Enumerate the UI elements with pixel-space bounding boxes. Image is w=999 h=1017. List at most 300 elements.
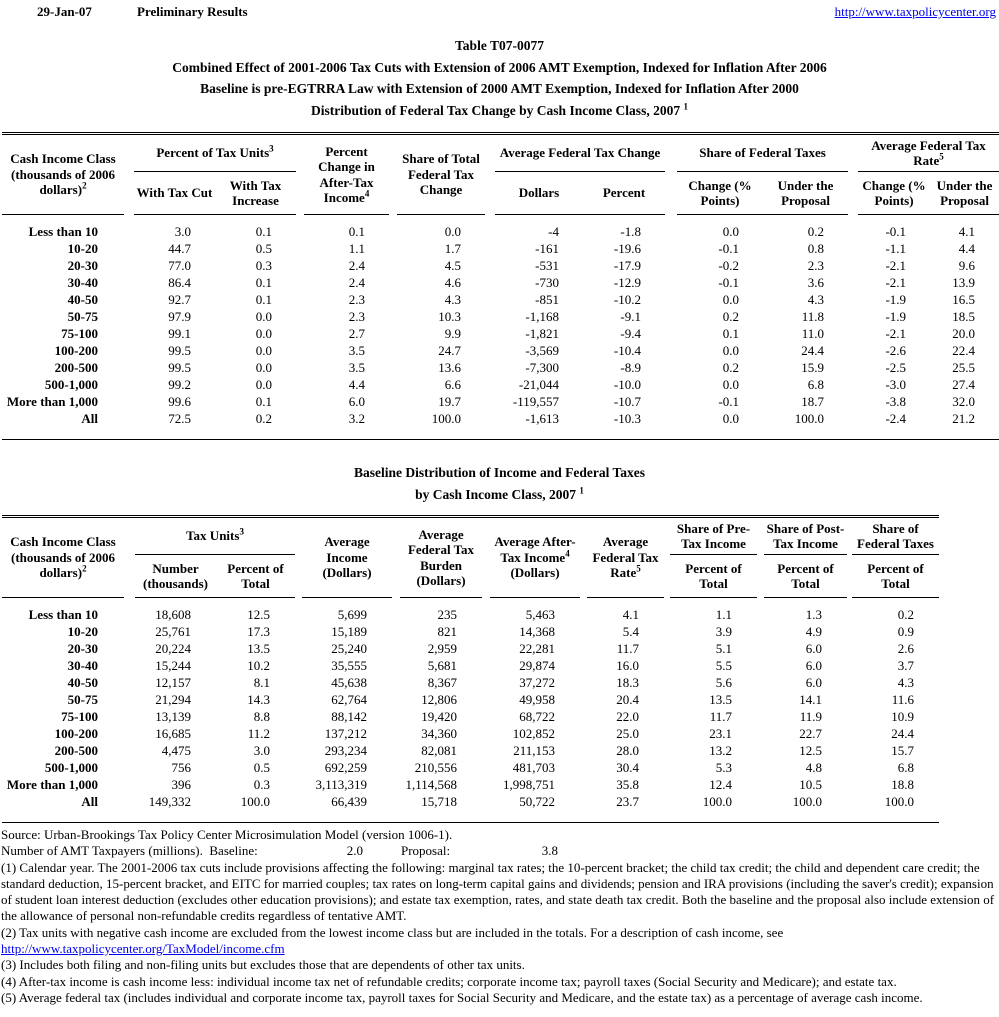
footnote-ref: 5 bbox=[939, 151, 944, 162]
column-spacer bbox=[665, 257, 677, 274]
data-cell: -2.1 bbox=[885, 258, 907, 273]
data-cell: -0.1 bbox=[718, 275, 740, 290]
row-label: 200-500 bbox=[54, 360, 98, 375]
column-spacer bbox=[392, 657, 400, 674]
column-spacer bbox=[389, 376, 397, 393]
data-cell: -2.6 bbox=[885, 343, 907, 358]
table-row bbox=[2, 342, 999, 359]
data-cell: 24.4 bbox=[891, 726, 915, 741]
column-spacer bbox=[296, 359, 304, 376]
data-cell: 8.1 bbox=[253, 675, 271, 690]
data-cell: 22.4 bbox=[952, 343, 976, 358]
data-cell: -21,044 bbox=[518, 377, 560, 392]
data-cell: -531 bbox=[535, 258, 560, 273]
data-cell: 13.5 bbox=[709, 692, 733, 707]
table-row bbox=[2, 640, 939, 657]
column-spacer bbox=[485, 240, 495, 257]
data-cell: 4.3 bbox=[807, 292, 825, 307]
column-spacer bbox=[124, 742, 135, 759]
column-spacer bbox=[392, 640, 400, 657]
column-spacer bbox=[389, 308, 397, 325]
footnotes-section bbox=[1, 827, 998, 1006]
data-cell: 16.0 bbox=[616, 658, 640, 673]
col-header-with-tax-cut: With Tax Cut bbox=[134, 172, 215, 215]
row-label: All bbox=[81, 794, 98, 809]
column-spacer bbox=[389, 257, 397, 274]
amt-taxpayers-line bbox=[1, 843, 998, 859]
column-spacer bbox=[485, 342, 495, 359]
data-cell: 0.0 bbox=[255, 343, 273, 358]
data-cell: 23.1 bbox=[709, 726, 733, 741]
data-cell: 4,475 bbox=[161, 743, 191, 758]
table-row bbox=[2, 776, 939, 793]
data-cell: -851 bbox=[535, 292, 560, 307]
table-row bbox=[2, 308, 999, 325]
data-cell: -730 bbox=[535, 275, 560, 290]
data-cell: 0.2 bbox=[722, 360, 740, 375]
row-label: 40-50 bbox=[67, 675, 98, 690]
data-cell: 3.9 bbox=[715, 624, 733, 639]
data-cell: -17.9 bbox=[613, 258, 642, 273]
income-definition-link[interactable]: http://www.taxpolicycenter.org/TaxModel/income.cfm bbox=[1, 941, 285, 957]
column-spacer bbox=[482, 598, 490, 624]
data-cell: 18.5 bbox=[952, 309, 976, 324]
data-cell: 99.5 bbox=[168, 343, 191, 358]
col-header-percent-of-total: Percent of Total bbox=[852, 555, 939, 598]
table-row bbox=[2, 759, 939, 776]
row-label: 30-40 bbox=[67, 275, 98, 290]
column-spacer bbox=[848, 215, 858, 241]
column-spacer bbox=[757, 759, 764, 776]
column-spacer bbox=[124, 708, 135, 725]
column-spacer bbox=[485, 308, 495, 325]
column-spacer bbox=[124, 776, 135, 793]
data-cell: 100.0 bbox=[702, 794, 733, 809]
table-row bbox=[2, 393, 999, 410]
column-spacer bbox=[848, 325, 858, 342]
data-cell: 18,608 bbox=[155, 607, 191, 622]
data-cell: 4.3 bbox=[444, 292, 462, 307]
data-cell: 10.2 bbox=[247, 658, 271, 673]
data-cell: -8.9 bbox=[620, 360, 642, 375]
column-spacer bbox=[296, 376, 304, 393]
column-spacer bbox=[392, 517, 400, 598]
data-cell: 211,153 bbox=[513, 743, 556, 758]
data-cell: -1.9 bbox=[885, 309, 907, 324]
data-cell: 16,685 bbox=[155, 726, 191, 741]
column-spacer bbox=[665, 308, 677, 325]
data-cell: -10.0 bbox=[613, 377, 642, 392]
column-spacer bbox=[665, 291, 677, 308]
column-spacer bbox=[124, 274, 134, 291]
footnote-ref: 1 bbox=[683, 101, 688, 111]
data-cell: -2.5 bbox=[885, 360, 907, 375]
data-cell: 0.2 bbox=[722, 309, 740, 324]
data-cell: 88,142 bbox=[331, 709, 368, 724]
data-cell: 86.4 bbox=[168, 275, 191, 290]
column-spacer bbox=[482, 691, 490, 708]
data-cell: 0.0 bbox=[255, 360, 273, 375]
col-header-average-federal-tax-rate: Average Federal Tax Rate$^5$ bbox=[587, 517, 664, 598]
column-spacer bbox=[580, 623, 587, 640]
data-cell: 29,874 bbox=[519, 658, 556, 673]
col-header-cash-income-class: Cash Income Class (thousands of 2006 dollars)$^2$ bbox=[2, 134, 124, 215]
data-cell: 0.0 bbox=[255, 309, 273, 324]
column-spacer bbox=[389, 393, 397, 410]
column-spacer bbox=[848, 308, 858, 325]
data-cell: 0.3 bbox=[255, 258, 273, 273]
data-cell: 0.0 bbox=[722, 411, 740, 426]
data-cell: 0.0 bbox=[444, 224, 462, 239]
column-spacer bbox=[482, 674, 490, 691]
col-header-average-income: Average Income (Dollars) bbox=[302, 517, 392, 598]
data-cell: -10.2 bbox=[613, 292, 642, 307]
column-spacer bbox=[848, 393, 858, 410]
data-cell: 3.0 bbox=[253, 743, 271, 758]
col-header-percent-of-total: Percent of Total bbox=[216, 555, 295, 598]
data-cell: -12.9 bbox=[613, 275, 642, 290]
data-cell: 14.3 bbox=[247, 692, 271, 707]
column-spacer bbox=[389, 240, 397, 257]
data-cell: 49,958 bbox=[519, 692, 556, 707]
data-cell: 66,439 bbox=[331, 794, 368, 809]
group-header-average-federal-tax-rate: Average Federal Tax Rate$^5$ bbox=[858, 134, 999, 172]
data-cell: 6.8 bbox=[897, 760, 915, 775]
amt-baseline-value: 2.0 bbox=[346, 843, 363, 859]
site-link[interactable]: http://www.taxpolicycenter.org bbox=[834, 4, 996, 19]
data-cell: -119,557 bbox=[512, 394, 560, 409]
tax-change-table bbox=[2, 132, 999, 440]
column-spacer bbox=[124, 657, 135, 674]
column-spacer bbox=[757, 517, 764, 598]
data-cell: 137,212 bbox=[324, 726, 368, 741]
data-cell: 37,272 bbox=[519, 675, 556, 690]
data-cell: 45,638 bbox=[331, 675, 368, 690]
column-spacer bbox=[392, 725, 400, 742]
data-cell: 8,367 bbox=[427, 675, 458, 690]
data-cell: -9.1 bbox=[620, 309, 642, 324]
data-cell: 3.0 bbox=[174, 224, 191, 239]
data-cell: 100.0 bbox=[431, 411, 462, 426]
column-spacer bbox=[124, 623, 135, 640]
data-cell: 0.0 bbox=[722, 224, 740, 239]
report-date: 29-Jan-07 bbox=[37, 4, 92, 19]
data-cell: 15,718 bbox=[421, 794, 458, 809]
data-cell: 2.3 bbox=[807, 258, 825, 273]
column-spacer bbox=[295, 742, 302, 759]
column-spacer bbox=[757, 708, 764, 725]
data-cell: 22.0 bbox=[616, 709, 640, 724]
data-cell: 0.5 bbox=[253, 760, 271, 775]
column-spacer bbox=[295, 725, 302, 742]
footnote-ref: 2 bbox=[82, 180, 87, 191]
data-cell: 9.9 bbox=[444, 326, 462, 341]
table-row bbox=[2, 215, 999, 241]
data-cell: 0.0 bbox=[722, 292, 740, 307]
data-cell: 5,681 bbox=[427, 658, 458, 673]
footnote-ref: 1 bbox=[579, 485, 584, 495]
data-cell: 2.7 bbox=[348, 326, 366, 341]
column-spacer bbox=[124, 410, 134, 440]
table-row bbox=[2, 674, 939, 691]
data-cell: 0.5 bbox=[255, 241, 273, 256]
data-cell: 0.1 bbox=[255, 224, 273, 239]
column-spacer bbox=[295, 759, 302, 776]
data-cell: -7,300 bbox=[525, 360, 560, 375]
col-header-change-points: Change (% Points) bbox=[677, 172, 763, 215]
column-spacer bbox=[757, 640, 764, 657]
data-cell: 17.3 bbox=[247, 624, 271, 639]
data-cell: 25,761 bbox=[155, 624, 191, 639]
data-cell: 6.0 bbox=[348, 394, 366, 409]
data-cell: 692,259 bbox=[324, 760, 368, 775]
row-label: More than 1,000 bbox=[6, 394, 98, 409]
group-header-average-federal-tax-change: Average Federal Tax Change bbox=[495, 134, 665, 172]
data-cell: 821 bbox=[437, 624, 458, 639]
row-label: 20-30 bbox=[67, 258, 98, 273]
group-header-percent-of-tax-units: Percent of Tax Units$^3$ bbox=[134, 134, 296, 172]
data-cell: 10.3 bbox=[438, 309, 462, 324]
data-cell: 8.8 bbox=[253, 709, 271, 724]
data-cell: 0.1 bbox=[255, 292, 273, 307]
data-cell: 14,368 bbox=[519, 624, 556, 639]
column-spacer bbox=[392, 776, 400, 793]
column-spacer bbox=[124, 134, 134, 215]
row-label: More than 1,000 bbox=[6, 777, 98, 792]
column-spacer bbox=[665, 215, 677, 241]
data-cell: 4.8 bbox=[805, 760, 823, 775]
data-cell: 100.0 bbox=[794, 411, 825, 426]
column-spacer bbox=[392, 623, 400, 640]
data-cell: 92.7 bbox=[168, 292, 191, 307]
data-cell: 12.5 bbox=[799, 743, 823, 758]
data-cell: 2.4 bbox=[348, 258, 366, 273]
column-spacer bbox=[389, 410, 397, 440]
col-header-percent-of-total: Percent of Total bbox=[764, 555, 847, 598]
column-spacer bbox=[757, 598, 764, 624]
data-cell: 44.7 bbox=[168, 241, 191, 256]
row-label: 10-20 bbox=[67, 241, 98, 256]
data-cell: 293,234 bbox=[324, 743, 368, 758]
column-spacer bbox=[665, 240, 677, 257]
data-cell: 0.2 bbox=[255, 411, 273, 426]
footnote-ref: 3 bbox=[239, 526, 244, 537]
baseline-table-title bbox=[1, 462, 998, 505]
data-cell: 35.8 bbox=[616, 777, 640, 792]
column-spacer bbox=[580, 793, 587, 823]
baseline-title-line-1: Baseline Distribution of Income and Federal Taxes bbox=[353, 465, 645, 480]
data-cell: 0.8 bbox=[807, 241, 825, 256]
data-cell: -10.4 bbox=[613, 343, 642, 358]
column-spacer bbox=[296, 240, 304, 257]
row-label: Less than 10 bbox=[28, 607, 98, 622]
data-cell: 13.6 bbox=[438, 360, 462, 375]
column-spacer bbox=[295, 598, 302, 624]
column-spacer bbox=[848, 410, 858, 440]
column-spacer bbox=[485, 257, 495, 274]
row-label: 75-100 bbox=[61, 326, 98, 341]
column-spacer bbox=[848, 274, 858, 291]
column-spacer bbox=[124, 291, 134, 308]
data-cell: 13.5 bbox=[247, 641, 271, 656]
column-spacer bbox=[389, 134, 397, 215]
data-cell: 4.4 bbox=[958, 241, 976, 256]
column-spacer bbox=[296, 308, 304, 325]
column-spacer bbox=[389, 215, 397, 241]
data-cell: 1.7 bbox=[444, 241, 462, 256]
data-cell: -9.4 bbox=[620, 326, 642, 341]
column-spacer bbox=[485, 376, 495, 393]
column-spacer bbox=[485, 325, 495, 342]
data-cell: 10.5 bbox=[799, 777, 823, 792]
column-spacer bbox=[848, 257, 858, 274]
column-spacer bbox=[848, 240, 858, 257]
data-cell: 0.1 bbox=[348, 224, 366, 239]
table-row bbox=[2, 274, 999, 291]
column-spacer bbox=[295, 517, 302, 598]
data-cell: 19.7 bbox=[438, 394, 462, 409]
row-label: 40-50 bbox=[67, 292, 98, 307]
data-cell: 22,281 bbox=[519, 641, 556, 656]
footnote-1: (1) Calendar year. The 2001-2006 tax cuts include provisions affecting the following: marginal tax rates; the 10-percent bracket; the child tax credit; the child and dependent care credit; the standard deduction, 15-percent bracket, and EITC for married couples; tax rates on long-term capital gains and dividends; pension and IRA provisions (including the saver's credit); expansion of student loan interest deduction (excludes other education provisions); and estate tax exemption, rates, and state death tax credit. Both the baseline and the proposal also include extension of the allowance of personal non-refundable credits regardless of tentative AMT. bbox=[1, 859, 995, 924]
data-cell: 20.0 bbox=[952, 326, 976, 341]
data-cell: 0.2 bbox=[897, 607, 915, 622]
data-cell: 20.4 bbox=[616, 692, 640, 707]
data-cell: 50,722 bbox=[519, 794, 556, 809]
data-cell: 2.3 bbox=[348, 309, 366, 324]
column-spacer bbox=[485, 274, 495, 291]
top-bar bbox=[1, 4, 998, 21]
data-cell: 2.4 bbox=[348, 275, 366, 290]
data-cell: 5.5 bbox=[715, 658, 733, 673]
table-row bbox=[2, 657, 939, 674]
column-spacer bbox=[392, 691, 400, 708]
column-spacer bbox=[848, 376, 858, 393]
data-cell: 1,114,568 bbox=[405, 777, 458, 792]
column-spacer bbox=[389, 274, 397, 291]
column-spacer bbox=[124, 759, 135, 776]
data-cell: 396 bbox=[171, 777, 191, 792]
group-header-share-post-tax-income: Share of Post-Tax Income bbox=[764, 517, 847, 555]
data-cell: 4.5 bbox=[444, 258, 462, 273]
column-spacer bbox=[295, 793, 302, 823]
data-cell: 4.4 bbox=[348, 377, 366, 392]
column-spacer bbox=[124, 725, 135, 742]
baseline-title-line-2: by Cash Income Class, 2007 $^1$ bbox=[415, 485, 584, 502]
column-spacer bbox=[580, 657, 587, 674]
data-cell: 21,294 bbox=[155, 692, 191, 707]
data-cell: 23.7 bbox=[616, 794, 640, 809]
data-cell: -1,168 bbox=[525, 309, 560, 324]
row-label: 30-40 bbox=[67, 658, 98, 673]
row-label: 500-1,000 bbox=[44, 760, 98, 775]
title-line-2: Combined Effect of 2001-2006 Tax Cuts with Extension of 2006 AMT Exemption, Indexed for Inflation After 2006 bbox=[172, 59, 827, 75]
title-line-3: Baseline is pre-EGTRRA Law with Extension of 2000 AMT Exemption, Indexed for Inflation After 2000 bbox=[200, 81, 799, 96]
data-cell: 12,157 bbox=[155, 675, 191, 690]
data-cell: -3,569 bbox=[525, 343, 560, 358]
data-cell: 32.0 bbox=[952, 394, 976, 409]
col-header-percent-of-total: Percent of Total bbox=[670, 555, 757, 598]
status-label: Preliminary Results bbox=[137, 4, 248, 19]
data-cell: 18.8 bbox=[891, 777, 915, 792]
column-spacer bbox=[482, 742, 490, 759]
amt-proposal-label: Proposal: bbox=[401, 843, 451, 859]
data-cell: 10.9 bbox=[891, 709, 915, 724]
data-cell: 99.2 bbox=[168, 377, 191, 392]
data-cell: 68,722 bbox=[519, 709, 556, 724]
data-cell: 99.1 bbox=[168, 326, 191, 341]
amt-proposal-value: 3.8 bbox=[541, 843, 558, 859]
footnote-ref: 4 bbox=[565, 548, 570, 559]
column-spacer bbox=[665, 325, 677, 342]
column-spacer bbox=[665, 376, 677, 393]
data-cell: 11.8 bbox=[801, 309, 825, 324]
column-spacer bbox=[392, 598, 400, 624]
data-cell: 24.7 bbox=[438, 343, 462, 358]
column-spacer bbox=[296, 134, 304, 215]
footnote-2: (2) Tax units with negative cash income are excluded from the lowest income class but are included in the totals. For a description of cash income, see bbox=[1, 924, 784, 940]
row-label: 20-30 bbox=[67, 641, 98, 656]
column-spacer bbox=[485, 359, 495, 376]
data-cell: 3.5 bbox=[348, 343, 366, 358]
column-spacer bbox=[848, 342, 858, 359]
data-cell: 13,139 bbox=[155, 709, 191, 724]
data-cell: 4.1 bbox=[622, 607, 640, 622]
column-spacer bbox=[848, 359, 858, 376]
data-cell: -1.1 bbox=[885, 241, 907, 256]
data-cell: -4 bbox=[548, 224, 560, 239]
data-cell: 5,699 bbox=[337, 607, 368, 622]
column-spacer bbox=[124, 325, 134, 342]
data-cell: 4.3 bbox=[897, 675, 915, 690]
column-spacer bbox=[757, 623, 764, 640]
data-cell: 12,806 bbox=[421, 692, 458, 707]
data-cell: 100.0 bbox=[792, 794, 823, 809]
footnote-ref: 3 bbox=[269, 143, 274, 154]
col-header-change-points: Change (% Points) bbox=[858, 172, 930, 215]
col-header-percent: Percent bbox=[583, 172, 665, 215]
column-spacer bbox=[580, 691, 587, 708]
row-label: Less than 10 bbox=[28, 224, 98, 239]
data-cell: 0.0 bbox=[255, 377, 273, 392]
data-cell: -1,613 bbox=[525, 411, 560, 426]
data-cell: 11.0 bbox=[801, 326, 825, 341]
data-cell: 30.4 bbox=[616, 760, 640, 775]
data-cell: 12.4 bbox=[709, 777, 733, 792]
row-label: 100-200 bbox=[54, 726, 98, 741]
data-cell: 3.6 bbox=[807, 275, 825, 290]
column-spacer bbox=[482, 640, 490, 657]
baseline-table-body bbox=[2, 598, 939, 823]
data-cell: 5.6 bbox=[715, 675, 733, 690]
data-cell: 35,555 bbox=[331, 658, 368, 673]
data-cell: 25.0 bbox=[616, 726, 640, 741]
column-spacer bbox=[389, 291, 397, 308]
row-label: 10-20 bbox=[67, 624, 98, 639]
group-header-share-of-federal-taxes: Share of Federal Taxes bbox=[677, 134, 848, 172]
col-header-share-total-federal-tax-change: Share of Total Federal Tax Change bbox=[397, 134, 485, 215]
data-cell: -2.1 bbox=[885, 326, 907, 341]
data-cell: 6.0 bbox=[805, 658, 823, 673]
data-cell: -0.1 bbox=[885, 224, 907, 239]
data-cell: 15,244 bbox=[155, 658, 191, 673]
column-spacer bbox=[389, 359, 397, 376]
footnote-ref: 2 bbox=[82, 563, 87, 574]
column-spacer bbox=[296, 342, 304, 359]
column-spacer bbox=[580, 517, 587, 598]
col-header-under-proposal: Under the Proposal bbox=[930, 172, 999, 215]
data-cell: 481,703 bbox=[512, 760, 556, 775]
